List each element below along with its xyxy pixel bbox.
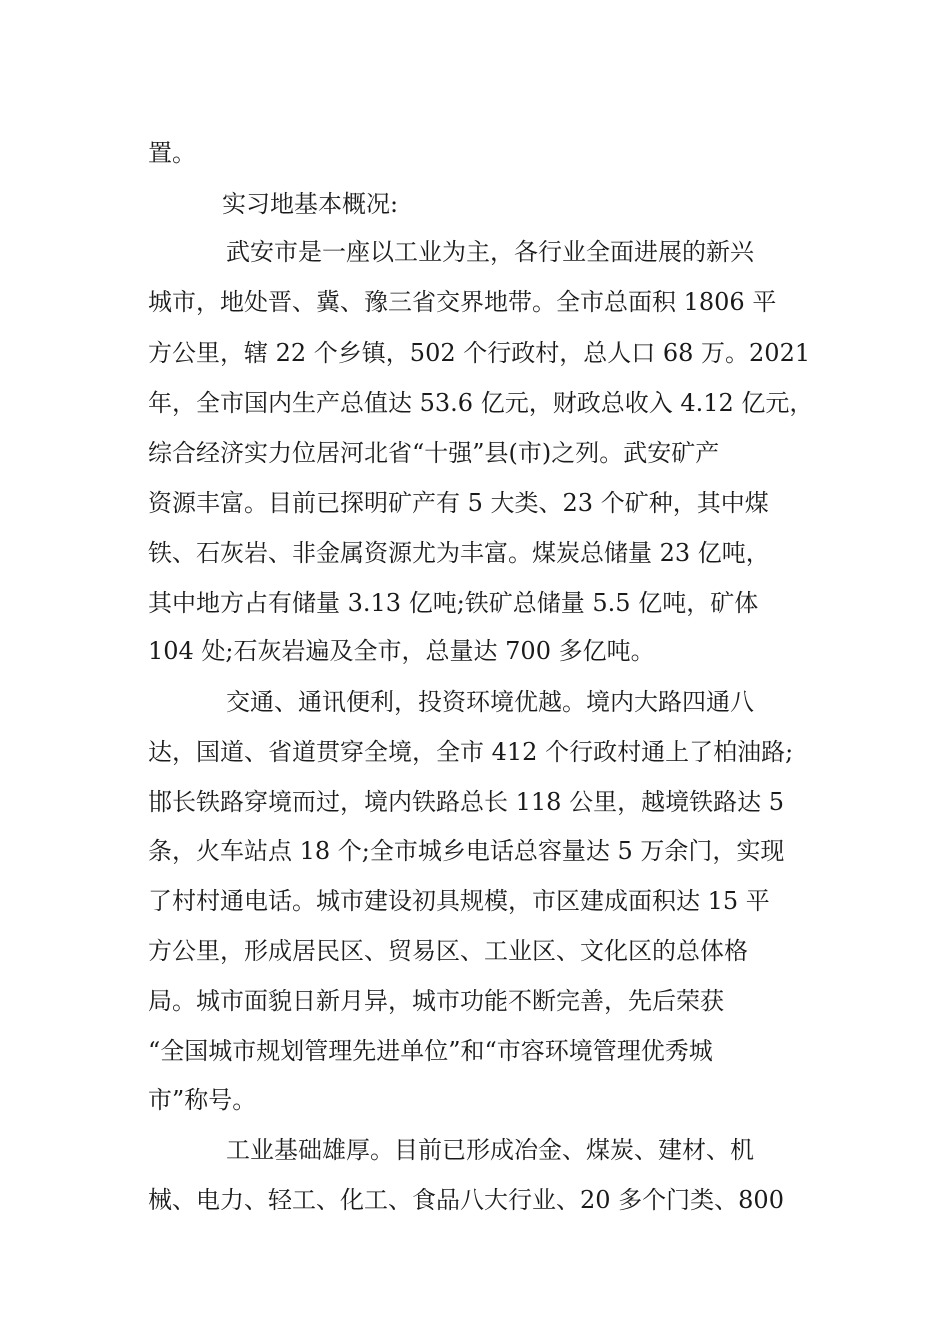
text-line: 方公里，形成居民区、贸易区、工业区、文化区的总体格	[148, 937, 748, 965]
text-line: 资源丰富。目前已探明矿产有 5 大类、23 个矿种，其中煤	[148, 489, 769, 517]
text-line: 邯长铁路穿境而过，境内铁路总长 118 公里，越境铁路达 5	[148, 788, 784, 816]
text-line: 局。城市面貌日新月异，城市功能不断完善，先后荣获	[148, 987, 724, 1015]
text-line: 其中地方占有储量 3.13 亿吨;铁矿总储量 5.5 亿吨，矿体	[148, 589, 759, 617]
section-heading: 实习地基本概况:	[222, 190, 399, 218]
text-line: 了村村通电话。城市建设初具规模，市区建成面积达 15 平	[148, 887, 770, 915]
text-line: 年，全市国内生产总值达 53.6 亿元，财政总收入 4.12 亿元，	[148, 389, 814, 417]
text-line: 市”称号。	[148, 1086, 257, 1114]
text-line: 置。	[148, 139, 196, 167]
text-line: 综合经济实力位居河北省“十强”县(市)之列。武安矿产	[148, 439, 720, 467]
text-line: 条，火车站点 18 个;全市城乡电话总容量达 5 万余门，实现	[148, 837, 785, 865]
text-line: “全国城市规划管理先进单位”和“市容环境管理优秀城	[148, 1037, 713, 1065]
text-line: 104 处;石灰岩遍及全市，总量达 700 多亿吨。	[148, 637, 655, 665]
text-line: 方公里，辖 22 个乡镇，502 个行政村，总人口 68 万。2021	[148, 339, 811, 367]
text-line: 交通、通讯便利，投资环境优越。境内大路四通八	[226, 688, 754, 716]
text-line: 城市，地处晋、冀、豫三省交界地带。全市总面积 1806 平	[148, 288, 777, 316]
text-line: 械、电力、轻工、化工、食品八大行业、20 多个门类、800	[148, 1186, 784, 1214]
text-line: 工业基础雄厚。目前已形成冶金、煤炭、建材、机	[226, 1136, 754, 1164]
text-line: 武安市是一座以工业为主，各行业全面进展的新兴	[226, 238, 754, 266]
text-line: 铁、石灰岩、非金属资源尤为丰富。煤炭总储量 23 亿吨，	[148, 539, 770, 567]
text-line: 达，国道、省道贯穿全境，全市 412 个行政村通上了柏油路;	[148, 738, 794, 766]
